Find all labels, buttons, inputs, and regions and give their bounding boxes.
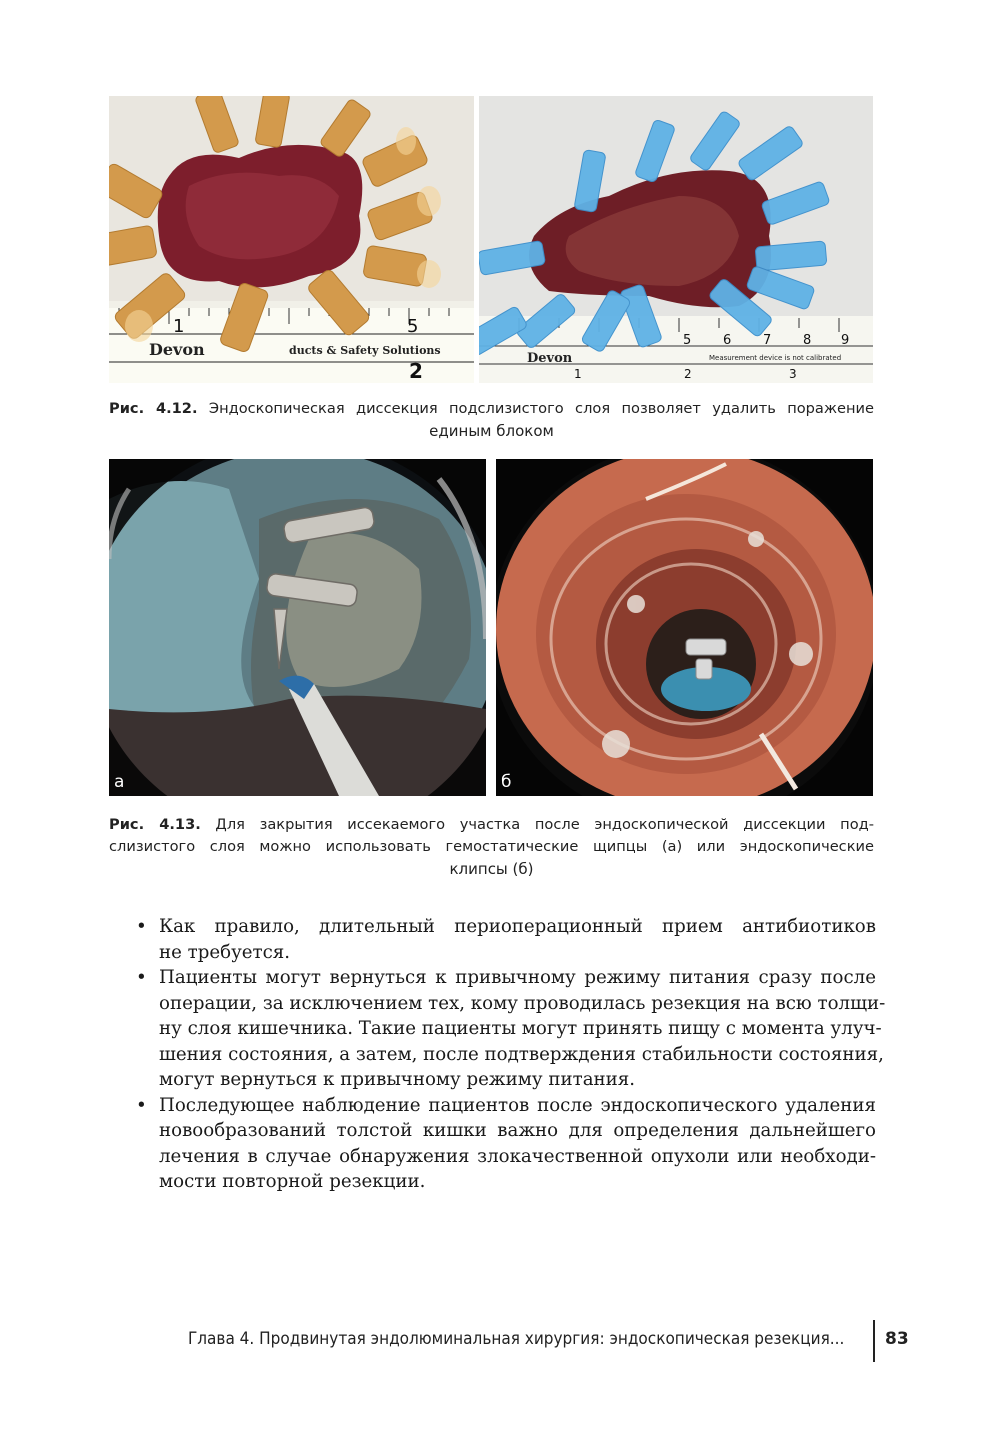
- figure-4-13-photo-a: [109, 459, 486, 796]
- page-number: 83: [885, 1329, 909, 1349]
- bullet-marker: •: [136, 1094, 147, 1116]
- svg-text:1: 1: [574, 367, 582, 381]
- footer-divider: [873, 1320, 875, 1362]
- bullet-marker: •: [136, 967, 147, 988]
- list-item-line: ну слоя кишечника. Такие пациенты могут принять пищу с момента улуч-: [159, 1018, 882, 1039]
- list-item-line: Пациенты могут вернуться к привычному режиму питания сразу после: [159, 967, 876, 988]
- list-item-line: мости повторной резекции.: [159, 1171, 426, 1192]
- svg-text:3: 3: [789, 367, 797, 381]
- panel-letter-b: б: [501, 772, 512, 792]
- figure-4-12-photo-left: [109, 96, 474, 383]
- figure-4-12-photo-right: [479, 96, 873, 383]
- list-item-line: не требуется.: [159, 941, 291, 963]
- svg-text:8: 8: [803, 333, 812, 348]
- figure-4-12-caption-line2: единым блоком: [429, 422, 554, 440]
- list-item-line: Последующее наблюдение пациентов после эндоскопического удаления: [159, 1094, 876, 1116]
- figure-4-13-caption-line1: Для закрытия иссекаемого участка после эндоскопической диссекции под-: [215, 816, 874, 833]
- list-item: [136, 965, 886, 1093]
- svg-text:2: 2: [409, 359, 423, 383]
- list-item-line: Как правило, длительный периоперационный прием антибиотиков: [159, 916, 876, 937]
- list-item-line: операции, за исключением тех, кому проводилась резекция на всю толщи-: [159, 992, 886, 1014]
- figure-4-13-caption: [109, 814, 874, 880]
- bullet-marker: •: [136, 916, 147, 937]
- list-item-line: новообразований толстой кишки важно для определения дальнейшего: [159, 1120, 876, 1141]
- bullet-list: [136, 914, 886, 1195]
- svg-text:5: 5: [407, 316, 419, 337]
- svg-text:9: 9: [841, 333, 850, 348]
- svg-text:Devon: Devon: [527, 351, 573, 366]
- svg-text:5: 5: [683, 333, 692, 348]
- list-item: [136, 914, 876, 965]
- list-item-line: шения состояния, а затем, после подтверждения стабильности состояния,: [159, 1043, 884, 1065]
- figure-4-12-caption: [109, 398, 874, 442]
- panel-letter-a: а: [114, 772, 125, 792]
- svg-text:Measurement device is not cali: Measurement device is not calibrated: [709, 354, 842, 362]
- running-chapter-title: Глава 4. Продвинутая эндолюминальная хирургия: эндоскопическая резекция...: [187, 1329, 844, 1349]
- list-item-line: лечения в случае обнаружения злокачественной опухоли или необходи-: [159, 1145, 876, 1167]
- svg-text:ducts & Safety Solutions: ducts & Safety Solutions: [289, 344, 441, 357]
- figure-4-13-caption-line3: клипсы (б): [449, 860, 534, 878]
- svg-text:1: 1: [173, 316, 185, 337]
- svg-text:2: 2: [684, 367, 692, 381]
- list-item: [136, 1093, 876, 1195]
- figure-4-12-label: Рис. 4.12.: [109, 400, 198, 417]
- figure-4-13-photo-b: [496, 459, 873, 796]
- page-footer: [180, 1320, 909, 1362]
- svg-text:7: 7: [763, 333, 772, 348]
- figure-4-13-label: Рис. 4.13.: [109, 816, 201, 833]
- list-item-line: могут вернуться к привычному режиму питания.: [159, 1069, 636, 1090]
- figure-4-12-caption-line1: Эндоскопическая диссекция подслизистого слоя позволяет удалить поражение: [208, 400, 875, 417]
- figure-4-13-caption-line2: слизистого слоя можно использовать гемостатические щипцы (а) или эндоскопические: [109, 838, 874, 855]
- svg-text:6: 6: [723, 333, 732, 348]
- svg-text:Devon: Devon: [149, 340, 205, 359]
